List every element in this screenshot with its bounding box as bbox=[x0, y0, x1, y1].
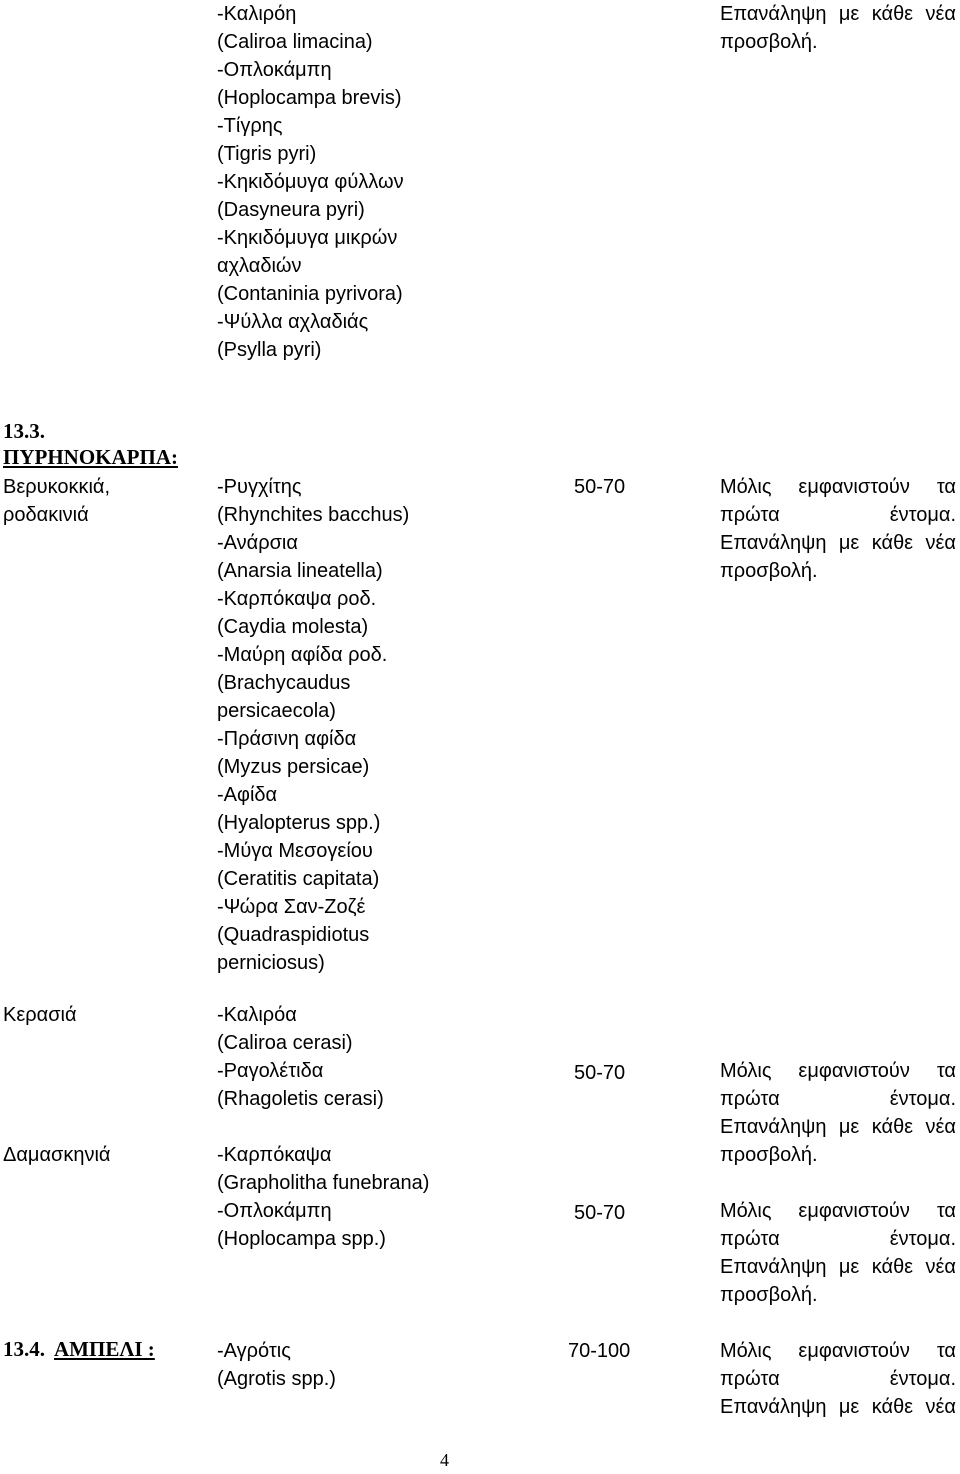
pest-latin-name: (Contaninia pyrivora) bbox=[217, 283, 403, 305]
pest-name: -Ψύλλα αχλαδιάς bbox=[217, 311, 369, 333]
note-line: Επανάληψη με κάθε νέα bbox=[720, 3, 956, 25]
note-line: Επανάληψη με κάθε νέα bbox=[720, 1396, 956, 1418]
pest-latin-name: (Brachycaudus bbox=[217, 672, 351, 694]
pest-name: -Μαύρη αφίδα ροδ. bbox=[217, 644, 388, 666]
crop-name: ροδακινιά bbox=[3, 504, 89, 526]
pest-name: -Αγρότις bbox=[217, 1340, 291, 1362]
note-line: πρώτα έντομα. bbox=[720, 1368, 956, 1390]
pest-latin-name: (Hyalopterus spp.) bbox=[217, 812, 381, 834]
pest-latin-name: (Caydia molesta) bbox=[217, 616, 369, 638]
pest-name: -Ραγολέτιδα bbox=[217, 1060, 324, 1082]
pest-name: -Κηκιδόμυγα μικρών bbox=[217, 227, 398, 249]
pest-name: -Οπλοκάμπη bbox=[217, 1200, 332, 1222]
pest-name: -Κηκιδόμυγα φύλλων bbox=[217, 171, 404, 193]
pest-latin-name: (Caliroa limacina) bbox=[217, 31, 373, 53]
pest-latin-name: (Agrotis spp.) bbox=[217, 1368, 336, 1390]
pest-latin-name: (Anarsia lineatella) bbox=[217, 560, 383, 582]
pest-latin-name: (Caliroa cerasi) bbox=[217, 1032, 353, 1054]
note-line: προσβολή. bbox=[720, 1144, 818, 1166]
pest-name: -Καρπόκαψα ροδ. bbox=[217, 588, 377, 610]
section-title: ΠΥΡΗΝΟΚΑΡΠΑ: bbox=[3, 445, 178, 469]
pest-latin-name: (Psylla pyri) bbox=[217, 339, 322, 361]
note-line: Μόλις εμφανιστούν τα bbox=[720, 476, 956, 498]
crop-name: Δαμασκηνιά bbox=[3, 1144, 111, 1166]
note-line: πρώτα έντομα. bbox=[720, 504, 956, 526]
section-title: ΑΜΠΕΛΙ : bbox=[54, 1337, 155, 1361]
note-line: Επανάληψη με κάθε νέα bbox=[720, 1116, 956, 1138]
pest-name: -Καρπόκαψα bbox=[217, 1144, 332, 1166]
pest-name: -Οπλοκάμπη bbox=[217, 59, 332, 81]
note-line: Μόλις εμφανιστούν τα bbox=[720, 1200, 956, 1222]
pest-name: -Ψώρα Σαν-Ζοζέ bbox=[217, 896, 366, 918]
pest-latin-name-continued: persicaecola) bbox=[217, 700, 336, 722]
note-line: προσβολή. bbox=[720, 1284, 818, 1306]
dose-value: 50-70 bbox=[574, 1062, 626, 1084]
crop-name: Βερυκοκκιά, bbox=[3, 476, 111, 498]
section-number: 13.3. bbox=[3, 419, 45, 443]
note-line: Μόλις εμφανιστούν τα bbox=[720, 1340, 956, 1362]
pest-name: -Αφίδα bbox=[217, 784, 278, 806]
note-line: Μόλις εμφανιστούν τα bbox=[720, 1060, 956, 1082]
pest-name: -Τίγρης bbox=[217, 115, 283, 137]
pest-name: -Πράσινη αφίδα bbox=[217, 728, 357, 750]
pest-latin-name: (Tigris pyri) bbox=[217, 143, 317, 165]
dose-value: 50-70 bbox=[574, 1202, 626, 1224]
pest-latin-name: (Rhynchites bacchus) bbox=[217, 504, 410, 526]
pest-latin-name: (Grapholitha funebrana) bbox=[217, 1172, 430, 1194]
note-line: προσβολή. bbox=[720, 560, 818, 582]
pest-latin-name: (Rhagoletis cerasi) bbox=[217, 1088, 384, 1110]
pest-latin-name: (Myzus persicae) bbox=[217, 756, 370, 778]
note-line: Επανάληψη με κάθε νέα bbox=[720, 532, 956, 554]
note-line: Επανάληψη με κάθε νέα bbox=[720, 1256, 956, 1278]
note-line: πρώτα έντομα. bbox=[720, 1088, 956, 1110]
pest-latin-name: (Quadraspidiotus bbox=[217, 924, 370, 946]
pest-latin-name: (Dasyneura pyri) bbox=[217, 199, 365, 221]
pest-name: -Ανάρσια bbox=[217, 532, 298, 554]
pest-latin-name: (Ceratitis capitata) bbox=[217, 868, 380, 890]
pest-name: -Μύγα Μεσογείου bbox=[217, 840, 373, 862]
page-number: 4 bbox=[440, 1450, 449, 1470]
pest-latin-name-continued: perniciosus) bbox=[217, 952, 325, 974]
pest-name: -Καλιρόα bbox=[217, 1004, 297, 1026]
pest-name-continued: αχλαδιών bbox=[217, 255, 302, 277]
pest-latin-name: (Hoplocampa brevis) bbox=[217, 87, 402, 109]
crop-name: Κερασιά bbox=[3, 1004, 77, 1026]
section-number: 13.4. bbox=[3, 1337, 45, 1361]
dose-value: 70-100 bbox=[568, 1340, 631, 1362]
note-line: προσβολή. bbox=[720, 31, 818, 53]
pest-name: -Ρυγχίτης bbox=[217, 476, 302, 498]
note-line: πρώτα έντομα. bbox=[720, 1228, 956, 1250]
dose-value: 50-70 bbox=[574, 476, 626, 498]
pest-name: -Καλιρόη bbox=[217, 3, 297, 25]
pest-latin-name: (Hoplocampa spp.) bbox=[217, 1228, 386, 1250]
